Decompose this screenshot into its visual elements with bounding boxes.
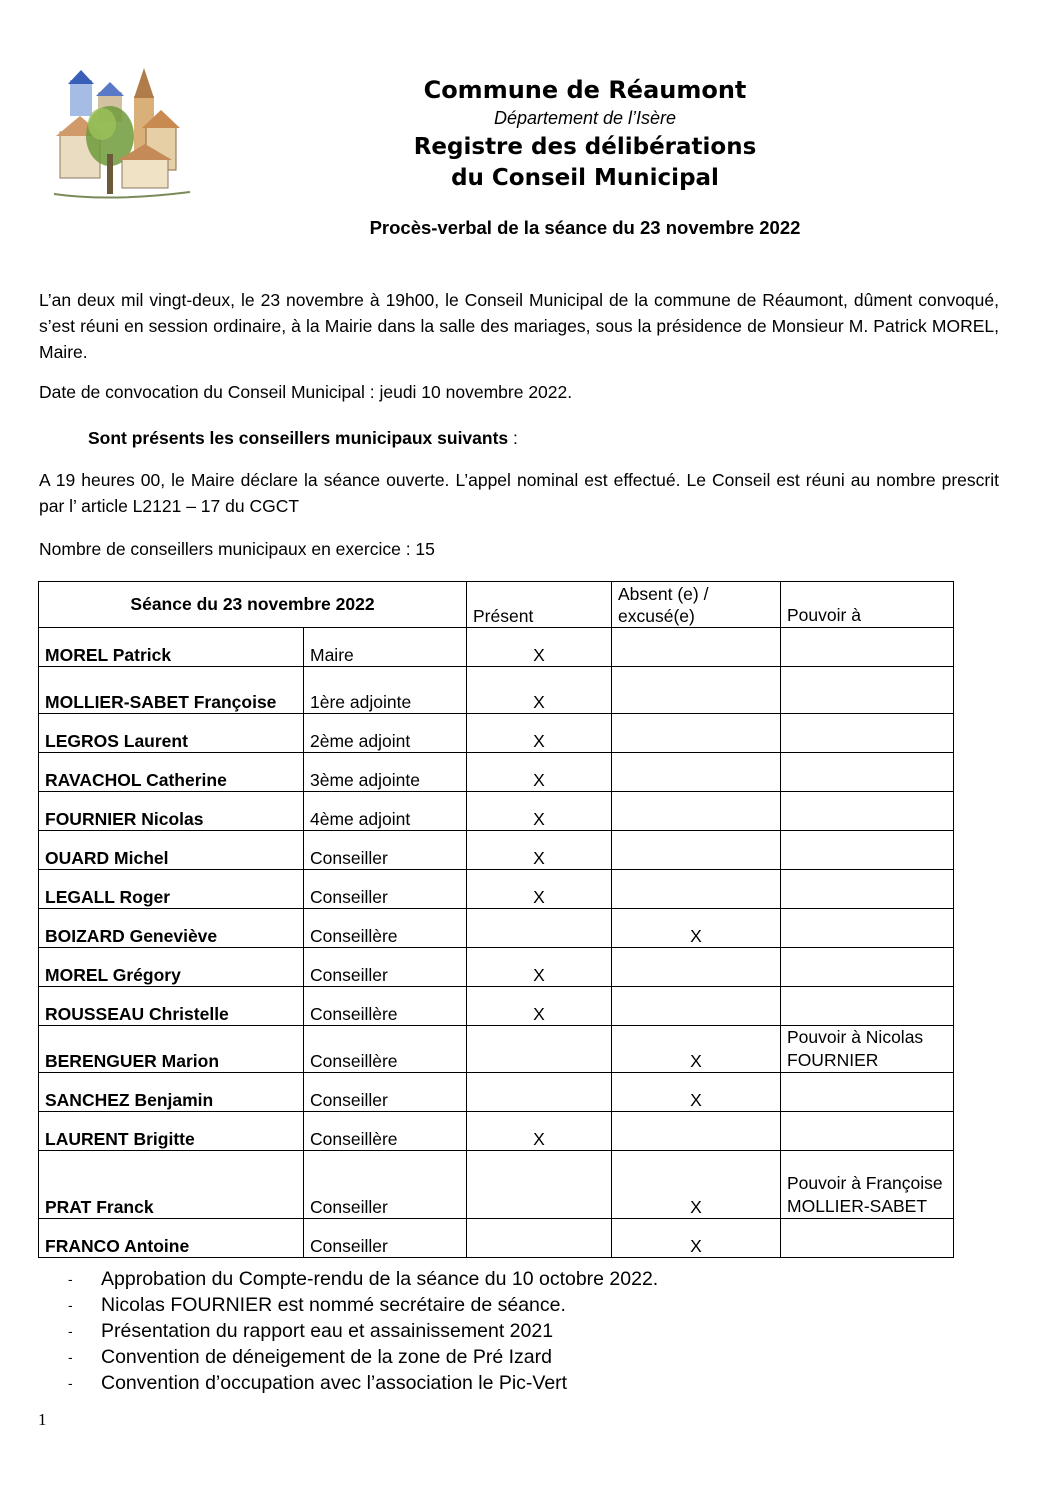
pouvoir-cell bbox=[781, 1073, 954, 1112]
header-absent bbox=[612, 582, 781, 628]
member-name: RAVACHOL Catherine bbox=[39, 753, 304, 792]
agenda-item-text: Convention de déneigement de la zone de Pré Izard bbox=[101, 1346, 552, 1368]
present-mark: X bbox=[467, 628, 612, 667]
table-row bbox=[39, 753, 954, 792]
nombre-conseillers: Nombre de conseillers municipaux en exercice : 15 bbox=[39, 539, 435, 559]
member-name: LAURENT Brigitte bbox=[39, 1112, 304, 1151]
present-mark bbox=[467, 909, 612, 948]
member-name: PRAT Franck bbox=[39, 1151, 304, 1219]
member-role: 1ère adjointe bbox=[304, 667, 467, 714]
absent-mark bbox=[612, 628, 781, 667]
absent-mark bbox=[612, 714, 781, 753]
table-row bbox=[39, 1026, 954, 1073]
presents-label: Sont présents les conseillers municipaux suivants bbox=[88, 428, 509, 448]
member-role: Conseiller bbox=[304, 831, 467, 870]
present-mark: X bbox=[467, 948, 612, 987]
ouverture-paragraph: A 19 heures 00, le Maire déclare la séance ouverte. L’appel nominal est effectué. Le Conseil est réuni au nombre prescrit par l’ article L2121 – 17 du CGCT bbox=[39, 470, 999, 516]
present-mark bbox=[467, 1073, 612, 1112]
agenda-item-text: Convention d’occupation avec l’association le Pic-Vert bbox=[101, 1372, 568, 1394]
present-mark bbox=[467, 1151, 612, 1219]
member-name: MOLLIER-SABET Françoise bbox=[39, 667, 304, 714]
bullet-dash: - bbox=[68, 1349, 73, 1365]
absent-mark bbox=[612, 792, 781, 831]
table-row bbox=[39, 987, 954, 1026]
member-name: ROUSSEAU Christelle bbox=[39, 987, 304, 1026]
member-name: SANCHEZ Benjamin bbox=[39, 1073, 304, 1112]
table-row bbox=[39, 1112, 954, 1151]
absent-mark: X bbox=[612, 1073, 781, 1112]
bullet-dash: - bbox=[68, 1297, 73, 1313]
absent-mark: X bbox=[612, 1151, 781, 1219]
agenda-item-text: Nicolas FOURNIER est nommé secrétaire de séance. bbox=[101, 1294, 566, 1316]
member-name: BERENGUER Marion bbox=[39, 1026, 304, 1073]
table-row bbox=[39, 667, 954, 714]
presents-heading bbox=[88, 425, 1048, 451]
absent-mark bbox=[612, 987, 781, 1026]
commune-logo-illustration bbox=[50, 66, 192, 206]
pouvoir-cell bbox=[781, 628, 954, 667]
agenda-list bbox=[60, 1266, 658, 1396]
member-name: LEGROS Laurent bbox=[39, 714, 304, 753]
absent-mark bbox=[612, 667, 781, 714]
member-role: Conseiller bbox=[304, 1073, 467, 1112]
member-name: FOURNIER Nicolas bbox=[39, 792, 304, 831]
absent-mark bbox=[612, 753, 781, 792]
member-role: 3ème adjointe bbox=[304, 753, 467, 792]
pouvoir-cell bbox=[781, 987, 954, 1026]
member-role: Conseillère bbox=[304, 1026, 467, 1073]
header-seance: Séance du 23 novembre 2022 bbox=[39, 582, 467, 628]
member-role: Conseillère bbox=[304, 987, 467, 1026]
member-role: 2ème adjoint bbox=[304, 714, 467, 753]
attendance-table bbox=[38, 581, 954, 1258]
present-mark: X bbox=[467, 870, 612, 909]
bullet-dash: - bbox=[68, 1271, 73, 1287]
present-mark: X bbox=[467, 831, 612, 870]
pouvoir-cell: Pouvoir à Françoise MOLLIER-SABET bbox=[781, 1151, 954, 1219]
member-name: OUARD Michel bbox=[39, 831, 304, 870]
header-present: Présent bbox=[467, 582, 612, 628]
present-mark: X bbox=[467, 667, 612, 714]
present-mark: X bbox=[467, 753, 612, 792]
bullet-dash: - bbox=[68, 1375, 73, 1391]
table-row bbox=[39, 909, 954, 948]
absent-mark bbox=[612, 948, 781, 987]
table-header-row bbox=[39, 582, 954, 628]
table-row bbox=[39, 831, 954, 870]
pouvoir-cell bbox=[781, 870, 954, 909]
pouvoir-cell bbox=[781, 948, 954, 987]
registre-title-line1: Registre des délibérations bbox=[413, 134, 757, 160]
member-name: LEGALL Roger bbox=[39, 870, 304, 909]
present-mark: X bbox=[467, 714, 612, 753]
absent-mark bbox=[612, 831, 781, 870]
intro-paragraph: L’an deux mil vingt-deux, le 23 novembre à 19h00, le Conseil Municipal de la commune de Réaumont, dûment convoqué, s’est réuni en session ordinaire, à la Mairie dans la salle des mariages, sous la présidence de Monsieur M. Patrick MOREL, Maire. bbox=[39, 290, 999, 362]
table-row bbox=[39, 792, 954, 831]
table-row bbox=[39, 948, 954, 987]
present-mark: X bbox=[467, 987, 612, 1026]
member-name: BOIZARD Geneviève bbox=[39, 909, 304, 948]
member-role: Conseillère bbox=[304, 1112, 467, 1151]
pouvoir-cell: Pouvoir à Nicolas FOURNIER bbox=[781, 1026, 954, 1073]
departement-subtitle: Département de l’Isère bbox=[493, 108, 677, 128]
agenda-item-text: Présentation du rapport eau et assainissement 2021 bbox=[101, 1320, 554, 1342]
table-row bbox=[39, 870, 954, 909]
pouvoir-cell bbox=[781, 1112, 954, 1151]
agenda-item bbox=[60, 1318, 658, 1344]
member-role: Conseiller bbox=[304, 948, 467, 987]
member-role: Conseiller bbox=[304, 1219, 467, 1258]
member-name: FRANCO Antoine bbox=[39, 1219, 304, 1258]
member-role: Conseillère bbox=[304, 909, 467, 948]
member-name: MOREL Patrick bbox=[39, 628, 304, 667]
agenda-item-text: Approbation du Compte-rendu de la séance du 10 octobre 2022. bbox=[101, 1268, 659, 1290]
pouvoir-cell bbox=[781, 753, 954, 792]
table-row bbox=[39, 1073, 954, 1112]
header-absent-line2: excusé(e) bbox=[618, 606, 695, 626]
proces-verbal-title: Procès-verbal de la séance du 23 novembre 2022 bbox=[369, 217, 801, 238]
commune-title: Commune de Réaumont bbox=[423, 76, 747, 104]
member-name: MOREL Grégory bbox=[39, 948, 304, 987]
pouvoir-cell bbox=[781, 909, 954, 948]
present-mark: X bbox=[467, 792, 612, 831]
agenda-item bbox=[60, 1344, 658, 1370]
member-role: Conseiller bbox=[304, 870, 467, 909]
table-row bbox=[39, 714, 954, 753]
agenda-item bbox=[60, 1292, 658, 1318]
agenda-item bbox=[60, 1266, 658, 1292]
header-pouvoir: Pouvoir à bbox=[781, 582, 954, 628]
table-row bbox=[39, 1151, 954, 1219]
absent-mark: X bbox=[612, 1026, 781, 1073]
table-row bbox=[39, 1219, 954, 1258]
attendance-table-body bbox=[39, 628, 954, 1258]
present-mark bbox=[467, 1219, 612, 1258]
pouvoir-cell bbox=[781, 792, 954, 831]
present-mark: X bbox=[467, 1112, 612, 1151]
registre-title-line2: du Conseil Municipal bbox=[451, 165, 719, 191]
absent-mark bbox=[612, 870, 781, 909]
member-role: 4ème adjoint bbox=[304, 792, 467, 831]
agenda-item bbox=[60, 1370, 658, 1396]
member-role: Conseiller bbox=[304, 1151, 467, 1219]
bullet-dash: - bbox=[68, 1323, 73, 1339]
page-number: 1 bbox=[38, 1410, 47, 1429]
presents-colon: : bbox=[508, 428, 518, 448]
absent-mark bbox=[612, 1112, 781, 1151]
pouvoir-cell bbox=[781, 831, 954, 870]
table-row bbox=[39, 628, 954, 667]
absent-mark: X bbox=[612, 909, 781, 948]
pouvoir-cell bbox=[781, 714, 954, 753]
header-absent-line1: Absent (e) / bbox=[618, 584, 709, 604]
member-role: Maire bbox=[304, 628, 467, 667]
pouvoir-cell bbox=[781, 1219, 954, 1258]
convocation-date: Date de convocation du Conseil Municipal : jeudi 10 novembre 2022. bbox=[39, 382, 573, 402]
present-mark bbox=[467, 1026, 612, 1073]
absent-mark: X bbox=[612, 1219, 781, 1258]
pouvoir-cell bbox=[781, 667, 954, 714]
